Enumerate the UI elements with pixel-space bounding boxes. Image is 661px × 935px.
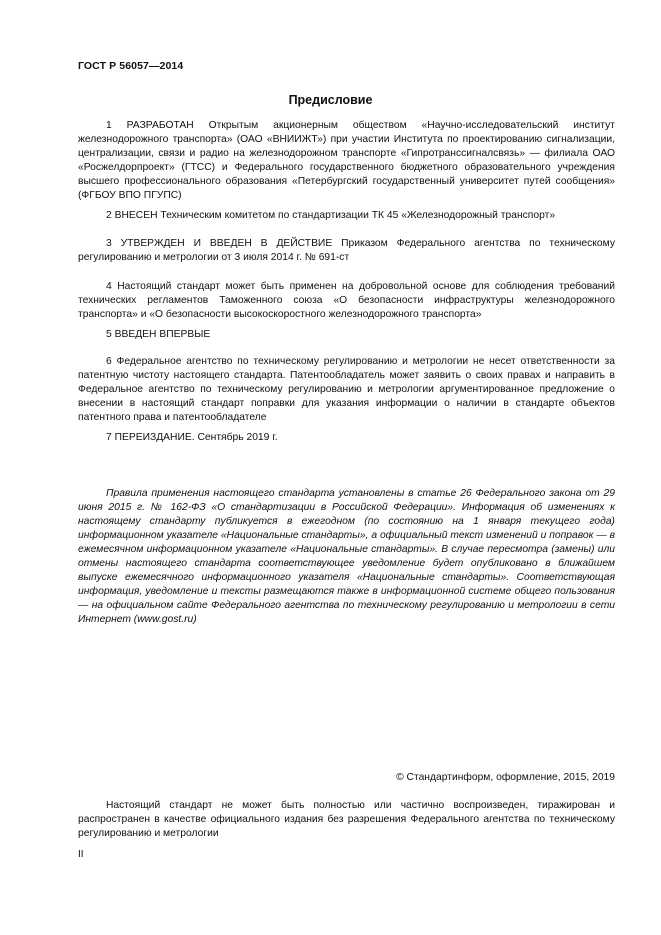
copyright-line: © Стандартинформ, оформление, 2015, 2019 xyxy=(396,772,615,783)
paragraph-2-text: 2 ВНЕСЕН Техническим комитетом по стандартизации ТК 45 «Железнодорожный транспорт» xyxy=(106,210,556,221)
rules-notice-text: Правила применения настоящего стандарта установлены в статье 26 Федерального закона от 29 июня 2015 г. № 162-ФЗ «О стандартизации в Российской Федерации». Информация об изменениях к настоящему стандарту публикуется в ежегодном (по состоянию на 1 января текущего года) информационном указателе «Национальные стандарты», а официальный текст изменений и поправок — в ежемесячном информационном указателе «Национальные стандарты». В случае пересмотра (замены) или отмены настоящего стандарта соответствующее уведомление будет опубликовано в ближайшем выпуске ежемесячного информационного указателя «Национальные стандарты». Соответствующая информация, уведомление и тексты размещаются также в информационной системе общего пользования — на официальном сайте Федерального агентства по техническому регулированию и метрологии в сети Интернет (www.gost.ru) xyxy=(78,488,615,625)
paragraph-5 xyxy=(78,328,615,342)
paragraph-4-text: 4 Настоящий стандарт может быть применен на добровольной основе для соблюдения требований технических регламентов Таможенного союза «О безопасности инфраструктуры железнодорожного транспорта» и «О безопасности высокоскоростного железнодорожного транспорта» xyxy=(78,281,615,320)
paragraph-1 xyxy=(78,119,615,203)
paragraph-3 xyxy=(78,237,615,265)
page-title: Предисловие xyxy=(288,93,373,107)
paragraph-2 xyxy=(78,209,615,223)
paragraph-7 xyxy=(78,431,615,445)
paragraph-6-text: 6 Федеральное агентство по техническому регулированию и метрологии не несет ответственности за патентную чистоту настоящего стандарта. Патентообладатель может заявить о своих правах и направить в Федеральное агентство по техническому регулированию и метрологии аргументированное предложение о внесении в настоящий стандарт поправки для указания информации о наличии в стандарте объектов патентного права и патентообладателе xyxy=(78,356,615,423)
rules-notice xyxy=(78,487,615,627)
paragraph-3-text: 3 УТВЕРЖДЕН И ВВЕДЕН В ДЕЙСТВИЕ Приказом Федерального агентства по техническому регулированию и метрологии от 3 июля 2014 г. № 691-ст xyxy=(78,238,615,263)
reproduction-notice xyxy=(78,799,615,841)
paragraph-1-text: 1 РАЗРАБОТАН Открытым акционерным обществом «Научно-исследовательский институт железнодорожного транспорта» (ОАО «ВНИИЖТ») при участии Института по проектированию сигнализации, централизации, связи и радио на железнодорожном транспорте «Гипротранссигналсвязь» — филиала ОАО «Росжелдорпроект» (ГТСС) и Федерального государственного бюджетного образовательного учреждения высшего профессионального образования «Петербургский государственный университет путей сообщения» (ФГБОУ ВПО ПГУПС) xyxy=(78,120,615,201)
paragraph-7-text: 7 ПЕРЕИЗДАНИЕ. Сентябрь 2019 г. xyxy=(106,432,278,443)
paragraph-4 xyxy=(78,280,615,322)
standard-code-header: ГОСТ Р 56057—2014 xyxy=(78,60,184,72)
reproduction-notice-text: Настоящий стандарт не может быть полностью или частично воспроизведен, тиражирован и распространен в качестве официального издания без разрешения Федерального агентства по техническому регулированию и метрологии xyxy=(78,800,615,839)
paragraph-5-text: 5 ВВЕДЕН ВПЕРВЫЕ xyxy=(106,329,211,340)
paragraph-6 xyxy=(78,355,615,425)
page-number: II xyxy=(78,849,84,860)
